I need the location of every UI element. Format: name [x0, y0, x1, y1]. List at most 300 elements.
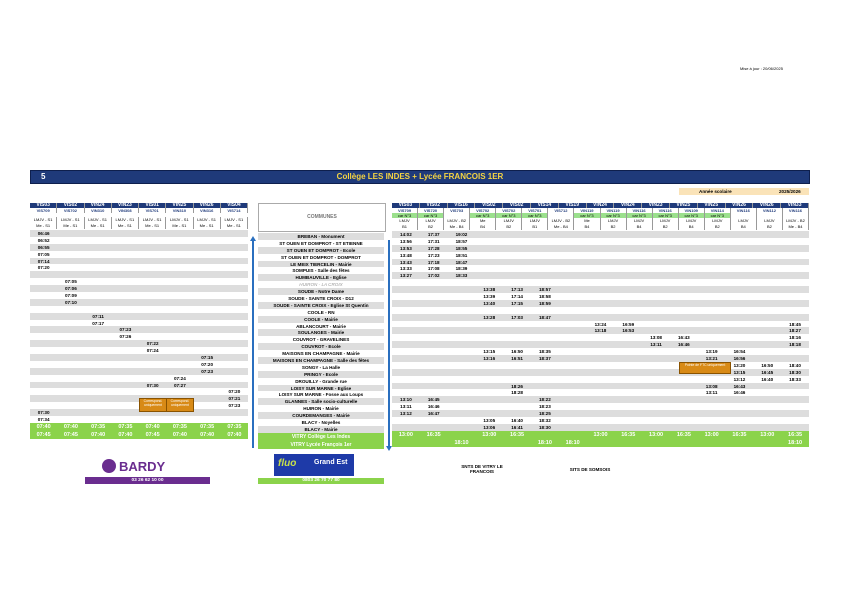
bus-number: car N°3	[601, 213, 627, 218]
time-cell: 06:46	[37, 231, 50, 236]
time-cell	[781, 279, 809, 286]
time-cell	[392, 300, 420, 307]
time-cell	[392, 327, 420, 334]
time-cell	[85, 264, 112, 271]
time-cell	[85, 388, 112, 395]
time-cell	[448, 369, 476, 376]
time-cell	[112, 361, 139, 368]
time-cell: 13:56	[400, 238, 412, 244]
time-cell: 18:28	[511, 390, 523, 396]
time-cell	[475, 396, 503, 403]
time-cell	[30, 340, 57, 347]
bus-number: car N°3	[653, 213, 679, 218]
time-cell	[448, 383, 476, 390]
time-cell	[670, 300, 698, 307]
time-cell: 07:27	[174, 382, 186, 388]
time-cell	[503, 279, 531, 286]
time-cell	[448, 307, 476, 314]
time-cell: 13:15	[733, 369, 746, 375]
commune-stop: MAISONS EN CHAMPAGNE - Mairie	[282, 351, 360, 357]
timetable-row	[392, 321, 809, 328]
time-cell: 07:24	[174, 375, 186, 381]
timetable-row	[392, 389, 809, 396]
timetable-row	[30, 237, 248, 244]
time-cell	[112, 244, 139, 251]
time-cell	[670, 238, 698, 245]
time-cell	[475, 376, 503, 383]
departure-time	[753, 439, 781, 447]
time-cell	[85, 382, 112, 389]
time-cell	[420, 327, 448, 334]
time-cell	[139, 251, 166, 258]
bus-number: car N°3	[392, 213, 418, 218]
time-cell	[85, 230, 112, 237]
timetable-row	[30, 326, 248, 333]
service-days: LMJV - S1	[194, 217, 221, 223]
time-cell: 18:57	[539, 287, 551, 293]
service-days: LMJV - S1	[112, 217, 139, 223]
time-cell	[112, 285, 139, 292]
time-cell: 06:52	[37, 237, 50, 243]
service-days: LMJV - B2	[548, 218, 574, 224]
time-cell	[587, 424, 615, 431]
time-cell	[221, 333, 248, 340]
time-cell	[698, 417, 726, 424]
time-cell	[392, 348, 420, 355]
time-cell	[57, 258, 84, 265]
service-days-alt: B4	[574, 224, 600, 230]
time-cell	[85, 409, 112, 416]
time-cell	[112, 237, 139, 244]
service-days: LMJV - S1	[30, 217, 57, 223]
time-cell	[503, 341, 531, 348]
time-cell	[392, 307, 420, 314]
arrival-time: 07:35	[91, 423, 106, 430]
departure-time: 13:00	[593, 431, 608, 438]
course-code: VIS702	[496, 208, 522, 213]
time-cell	[448, 389, 476, 396]
time-cell	[221, 382, 248, 389]
time-cell	[559, 327, 587, 334]
time-cell	[753, 314, 781, 321]
commune-stop: PRINGY - Ecole	[258, 371, 384, 378]
time-cell	[57, 395, 84, 402]
time-cell	[166, 258, 193, 265]
time-cell	[392, 389, 420, 396]
commune-stop: BLACY - Mairie	[258, 426, 384, 433]
time-cell	[642, 293, 670, 300]
time-cell	[670, 272, 698, 279]
time-cell	[420, 279, 448, 286]
timetable-row	[392, 238, 809, 245]
time-cell	[420, 383, 448, 390]
time-cell	[30, 313, 57, 320]
time-cell	[726, 424, 754, 431]
time-cell	[166, 271, 193, 278]
time-cell	[139, 313, 166, 320]
course-code: VIN116	[627, 208, 653, 213]
time-cell	[420, 417, 448, 424]
time-cell: 16:40	[761, 376, 774, 382]
time-cell	[166, 320, 193, 327]
time-cell	[698, 327, 726, 334]
commune-stop: COOLE - Mairie	[258, 316, 384, 323]
time-cell	[85, 416, 112, 423]
time-cell: 17:31	[427, 238, 440, 244]
time-cell	[139, 292, 166, 299]
time-cell	[112, 251, 139, 258]
time-cell	[698, 231, 726, 238]
commune-stop: LE MEIX TIERCELIN - Mairie	[258, 261, 384, 268]
timetable-row	[392, 424, 809, 431]
time-cell	[503, 396, 531, 403]
time-cell	[420, 321, 448, 328]
time-cell: 18:45	[789, 321, 801, 327]
time-cell	[194, 271, 221, 278]
time-cell	[448, 321, 476, 328]
time-cell: 18:39	[455, 266, 468, 272]
arrival-time: 07:45	[63, 431, 78, 438]
service-days: Me	[574, 218, 600, 224]
time-cell: 13:05	[483, 418, 496, 424]
time-cell	[726, 286, 754, 293]
time-cell	[753, 383, 781, 390]
timetable-row	[30, 230, 248, 237]
time-cell	[30, 278, 57, 285]
bus-number: car N°3	[522, 213, 548, 218]
departure-time: 13:00	[398, 431, 413, 438]
time-cell: 18:16	[789, 335, 801, 341]
time-cell	[30, 299, 57, 306]
time-cell	[166, 299, 193, 306]
time-cell	[753, 389, 781, 396]
time-cell	[448, 424, 476, 431]
time-cell: 07:10	[65, 299, 77, 305]
course-code: VIN116	[653, 208, 679, 213]
time-cell: 17:28	[427, 245, 440, 251]
arrival-time: 07:40	[200, 431, 215, 438]
time-cell	[614, 286, 642, 293]
time-cell	[221, 258, 248, 265]
time-cell	[475, 321, 503, 328]
time-cell	[781, 389, 809, 396]
svg-text:BARDY: BARDY	[119, 459, 166, 474]
time-cell: 13:21	[705, 356, 718, 362]
time-cell	[698, 403, 726, 410]
route-code: VIS14	[531, 203, 559, 208]
time-cell	[30, 395, 57, 402]
time-cell	[559, 348, 587, 355]
time-cell	[194, 306, 221, 313]
time-cell	[194, 320, 221, 327]
time-cell	[614, 403, 642, 410]
service-days: LMJV	[522, 218, 548, 224]
time-cell: 16:46	[427, 404, 440, 410]
time-cell	[559, 245, 587, 252]
time-cell	[559, 334, 587, 341]
time-cell	[587, 238, 615, 245]
time-cell	[420, 424, 448, 431]
time-cell: 13:48	[400, 252, 412, 258]
departure-time: 16:35	[426, 431, 441, 438]
course-code: VIN316	[194, 208, 221, 213]
time-cell	[726, 396, 754, 403]
time-cell	[57, 313, 84, 320]
service-days-alt: B4	[679, 224, 705, 230]
time-cell	[587, 286, 615, 293]
time-cell	[614, 314, 642, 321]
time-cell	[221, 320, 248, 327]
time-cell: 07:23	[201, 368, 213, 374]
time-cell	[753, 300, 781, 307]
time-cell	[503, 403, 531, 410]
time-cell: 18:37	[539, 356, 551, 362]
time-cell	[112, 278, 139, 285]
route-code: VIS01	[139, 203, 166, 208]
commune-stop: LOISY SUR MARNE - Fosse aux Loups	[278, 392, 364, 398]
time-cell	[85, 361, 112, 368]
time-cell	[781, 252, 809, 259]
time-cell	[448, 362, 476, 369]
time-cell	[112, 230, 139, 237]
time-cell	[642, 286, 670, 293]
time-cell	[139, 271, 166, 278]
service-days-alt: B2	[705, 224, 731, 230]
service-days: LMJV - S1	[57, 217, 84, 223]
time-cell	[448, 376, 476, 383]
time-cell: 18:23	[539, 404, 551, 410]
time-cell	[57, 326, 84, 333]
time-cell	[614, 245, 642, 252]
school-year	[679, 188, 809, 195]
time-cell: 13:11	[650, 342, 662, 348]
timetable-row	[30, 258, 248, 265]
service-days: LMJV - B2	[444, 218, 470, 224]
time-cell	[559, 383, 587, 390]
course-code: VIS703	[444, 208, 470, 213]
time-cell	[559, 403, 587, 410]
route-code: VIN26	[753, 203, 781, 208]
time-cell	[57, 306, 84, 313]
time-cell	[559, 300, 587, 307]
time-cell	[166, 292, 193, 299]
time-cell	[503, 307, 531, 314]
time-cell	[781, 231, 809, 238]
service-days-alt: B2	[418, 224, 444, 230]
time-cell	[698, 300, 726, 307]
time-cell	[670, 231, 698, 238]
grandest-brand: Grand Est	[314, 459, 348, 466]
time-cell	[670, 396, 698, 403]
timetable-row	[30, 271, 248, 278]
commune-stop: SOMPUIS - Salle des fêtes	[292, 268, 350, 274]
time-cell	[112, 258, 139, 265]
timetable-row	[30, 244, 248, 251]
time-cell: 16:43	[733, 383, 746, 389]
time-cell	[670, 286, 698, 293]
time-cell	[559, 279, 587, 286]
time-cell	[642, 417, 670, 424]
timetable-row	[30, 416, 248, 423]
time-cell: 17:03	[511, 314, 523, 320]
time-cell	[139, 326, 166, 333]
time-cell	[559, 272, 587, 279]
time-cell	[753, 245, 781, 252]
time-cell	[194, 340, 221, 347]
time-cell	[781, 396, 809, 403]
time-cell	[698, 265, 726, 272]
time-cell	[57, 347, 84, 354]
time-cell	[698, 238, 726, 245]
time-cell	[559, 293, 587, 300]
time-cell	[670, 279, 698, 286]
timetable-row	[30, 347, 248, 354]
time-cell	[30, 326, 57, 333]
time-cell	[587, 245, 615, 252]
time-cell	[531, 231, 559, 238]
time-cell	[194, 299, 221, 306]
time-cell	[753, 252, 781, 259]
time-cell	[139, 361, 166, 368]
time-cell	[614, 238, 642, 245]
time-cell	[166, 251, 193, 258]
arrival-time: 07:40	[91, 431, 106, 438]
time-cell	[112, 292, 139, 299]
time-cell	[642, 321, 670, 328]
time-cell	[698, 293, 726, 300]
time-cell	[726, 403, 754, 410]
timetable-row	[392, 410, 809, 417]
departure-time	[587, 439, 615, 447]
commune-stop: ST OUEN ET DOMPROT - Ecole	[258, 247, 384, 254]
time-cell: 16:45	[761, 369, 774, 375]
time-cell	[642, 314, 670, 321]
departure-time	[392, 439, 420, 447]
time-cell	[420, 389, 448, 396]
time-cell	[614, 300, 642, 307]
time-cell	[112, 402, 139, 409]
time-cell	[221, 285, 248, 292]
bus-number: car N°3	[496, 213, 522, 218]
time-cell	[85, 395, 112, 402]
time-cell	[614, 424, 642, 431]
time-cell	[30, 354, 57, 361]
time-cell	[194, 278, 221, 285]
time-cell	[614, 265, 642, 272]
route-code: VIS02	[420, 203, 448, 208]
time-cell	[139, 375, 166, 382]
time-cell	[221, 347, 248, 354]
service-days: LMJV	[496, 218, 522, 224]
time-cell	[112, 375, 139, 382]
time-cell	[726, 314, 754, 321]
time-cell	[448, 314, 476, 321]
service-days: LMJV - S1	[139, 217, 166, 223]
time-cell	[166, 333, 193, 340]
time-cell	[194, 395, 221, 402]
timetable-row	[392, 272, 809, 279]
time-cell	[614, 417, 642, 424]
time-cell	[112, 320, 139, 327]
time-cell	[194, 237, 221, 244]
timetable-row	[392, 327, 809, 334]
operator-site-1: SNTS DE VITRY LE FRANCOIS	[461, 464, 503, 474]
time-cell	[614, 355, 642, 362]
time-cell	[726, 252, 754, 259]
time-cell	[531, 327, 559, 334]
time-cell	[166, 237, 193, 244]
time-cell	[85, 299, 112, 306]
time-cell: 18:33	[789, 376, 801, 382]
time-cell	[392, 286, 420, 293]
time-cell: 16:47	[427, 411, 440, 417]
time-cell: 07:17	[92, 320, 104, 326]
service-days-alt: Me - S1	[85, 223, 112, 229]
time-cell	[726, 231, 754, 238]
time-cell	[698, 334, 726, 341]
time-cell: 06:55	[37, 244, 50, 250]
time-cell	[475, 362, 503, 369]
time-cell	[642, 265, 670, 272]
time-cell	[420, 341, 448, 348]
time-cell	[112, 299, 139, 306]
course-code: VIS714	[221, 208, 248, 213]
timetable-row	[392, 334, 809, 341]
time-cell	[194, 285, 221, 292]
time-cell	[503, 376, 531, 383]
timetable-row	[392, 307, 809, 314]
time-cell	[139, 258, 166, 265]
time-cell	[57, 354, 84, 361]
time-cell	[166, 285, 193, 292]
bus-number: car N°3	[418, 213, 444, 218]
time-cell	[448, 348, 476, 355]
course-code: VIS709	[30, 208, 57, 213]
service-days-alt: Me - S1	[221, 223, 248, 229]
timetable-row	[30, 285, 248, 292]
time-cell	[57, 382, 84, 389]
timetable-row	[30, 388, 248, 395]
time-cell	[503, 252, 531, 259]
time-cell	[503, 369, 531, 376]
time-cell	[57, 416, 84, 423]
time-cell	[698, 272, 726, 279]
time-cell: 13:11	[400, 404, 412, 410]
time-cell: 13:08	[705, 383, 718, 389]
time-cell	[587, 383, 615, 390]
time-cell	[420, 286, 448, 293]
departure-time: 16:35	[788, 431, 803, 438]
time-cell	[614, 362, 642, 369]
time-cell	[726, 272, 754, 279]
commune-stop: SOULANGES - Mairie	[258, 329, 384, 336]
timetable-row	[392, 355, 809, 362]
time-cell	[614, 293, 642, 300]
course-code: VIS702	[470, 208, 496, 213]
route-code: VIS03	[30, 203, 57, 208]
time-cell	[753, 355, 781, 362]
timetable-row	[392, 403, 809, 410]
time-cell	[559, 286, 587, 293]
departure-time	[670, 439, 698, 447]
time-cell	[753, 403, 781, 410]
time-cell	[698, 314, 726, 321]
time-cell	[559, 410, 587, 417]
timetable-row	[392, 376, 809, 383]
time-cell	[642, 362, 670, 369]
time-cell	[531, 383, 559, 390]
time-cell	[448, 279, 476, 286]
